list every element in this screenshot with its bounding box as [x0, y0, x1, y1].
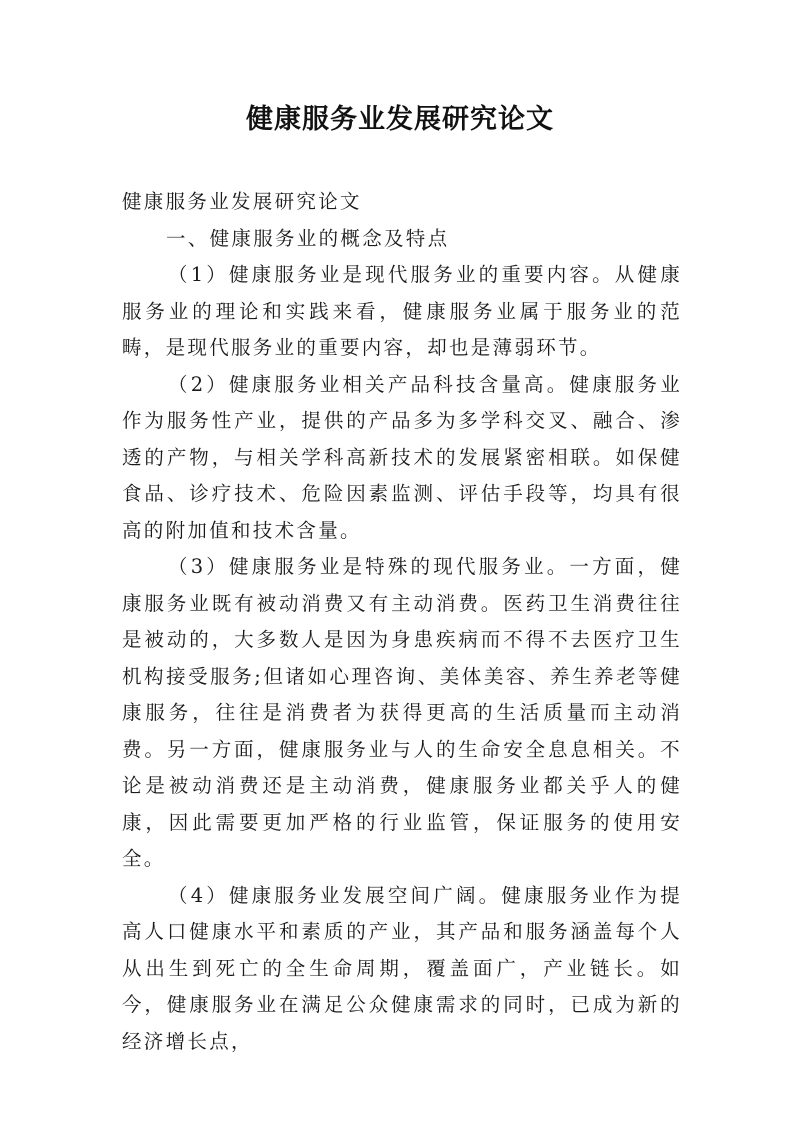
paragraph-2: （2）健康服务业相关产品科技含量高。健康服务业作为服务性产业，提供的产品多为多学科交叉、融合、渗透的产物，与相关学科高新技术的发展紧密相联。如保健食品、诊疗技术、危险因素监测、评估手段等，均具有很高的附加值和技术含量。: [122, 372, 682, 542]
paragraph-4: （4）健康服务业发展空间广阔。健康服务业作为提高人口健康水平和素质的产业，其产品和服务涵盖每个人从出生到死亡的全生命周期，覆盖面广，产业链长。如今，健康服务业在满足公众健康需求的同时，已成为新的经济增长点，: [122, 883, 682, 1053]
document-subtitle: 健康服务业发展研究论文: [122, 190, 362, 213]
paragraph-3: （3）健康服务业是特殊的现代服务业。一方面，健康服务业既有被动消费又有主动消费。医药卫生消费往往是被动的，大多数人是因为身患疾病而不得不去医疗卫生机构接受服务;但诸如心理咨询、美体美容、养生养老等健康服务，往往是消费者为获得更高的生活质量而主动消费。另一方面，健康服务业与人的生命安全息息相关。不论是被动消费还是主动消费，健康服务业都关乎人的健康，因此需要更加严格的行业监管，保证服务的使用安全。: [122, 555, 682, 870]
section-heading: 一、健康服务业的概念及特点: [166, 226, 450, 250]
page-title: 健康服务业发展研究论文: [246, 104, 554, 135]
paragraph-1: （1）健康服务业是现代服务业的重要内容。从健康服务业的理论和实践来看，健康服务业属于服务业的范畴，是现代服务业的重要内容，却也是薄弱环节。: [122, 263, 682, 359]
document-body: [122, 184, 682, 1060]
